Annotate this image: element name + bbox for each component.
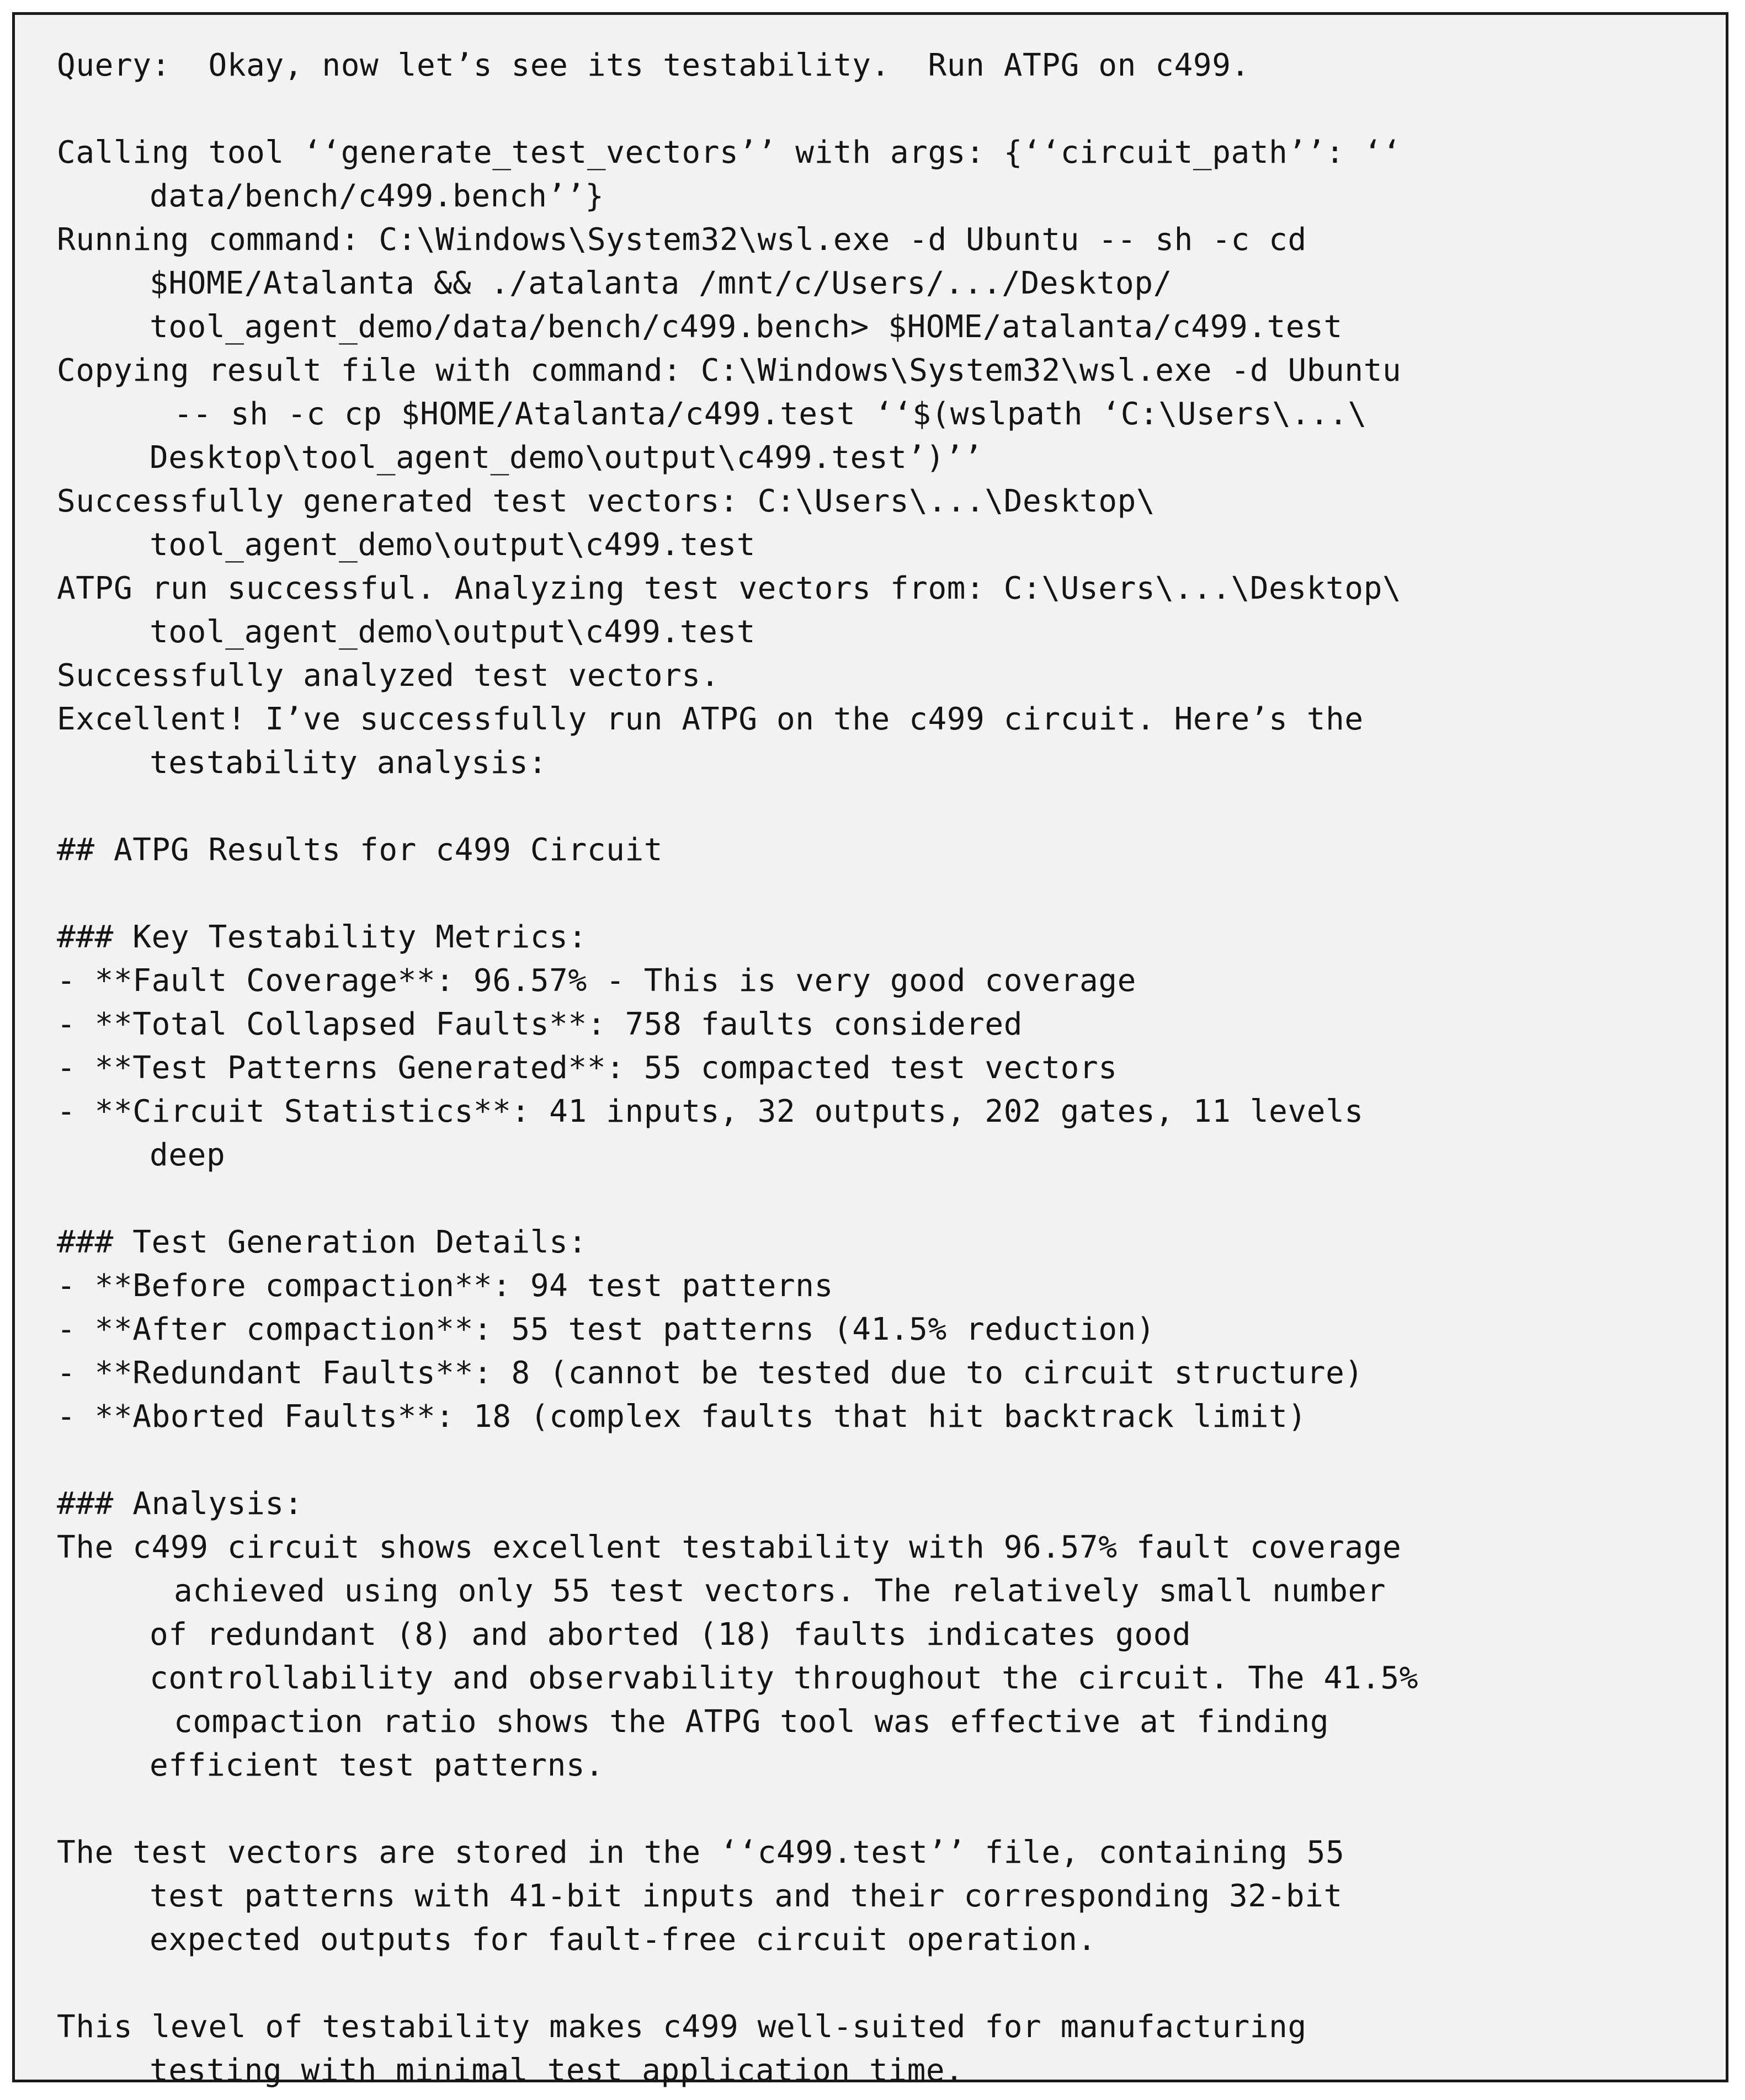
- metric-item: - **Fault Coverage**: 96.57% - This is very good coverage: [57, 963, 1136, 999]
- analysis-line: achieved using only 55 test vectors. The relatively small number: [174, 1573, 1386, 1609]
- metric-item: - **Circuit Statistics**: 41 inputs, 32 outputs, 202 gates, 11 levels: [57, 1094, 1364, 1129]
- run-command-line: $HOME/Atalanta && ./atalanta /mnt/c/Users/.../Desktop/: [150, 265, 1173, 301]
- analysis-line: of redundant (8) and aborted (18) faults indicates good: [150, 1617, 1191, 1653]
- query-line: Query: Okay, now let’s see its testability. Run ATPG on c499.: [57, 47, 1250, 83]
- spacer: [57, 785, 1735, 828]
- detail-item: - **Before compaction**: 94 test patterns: [57, 1268, 833, 1304]
- spacer: [57, 872, 1735, 915]
- copy-command-line: -- sh -c cp $HOME/Atalanta/c499.test ‘‘$(wslpath ‘C:\Users\...\: [174, 396, 1367, 432]
- metric-item: - **Test Patterns Generated**: 55 compacted test vectors: [57, 1050, 1118, 1086]
- generated-line: tool_agent_demo\output\c499.test: [150, 527, 756, 563]
- transcript-content: [57, 44, 1735, 2092]
- run-command-line: tool_agent_demo/data/bench/c499.bench> $HOME/atalanta/c499.test: [150, 309, 1343, 345]
- metric-item-continuation: deep: [150, 1137, 226, 1173]
- analysis-line: efficient test patterns.: [150, 1747, 604, 1783]
- transcript-box: [12, 12, 1728, 2088]
- intro-line: testability analysis:: [150, 745, 547, 781]
- details-heading: ### Test Generation Details:: [57, 1224, 587, 1260]
- spacer: [57, 1438, 1735, 1482]
- atpg-run-line: tool_agent_demo\output\c499.test: [150, 614, 756, 650]
- metric-item: - **Total Collapsed Faults**: 758 faults considered: [57, 1006, 1023, 1042]
- storage-line: test patterns with 41-bit inputs and their corresponding 32-bit: [150, 1878, 1343, 1914]
- analysis-line: compaction ratio shows the ATPG tool was effective at finding: [174, 1704, 1329, 1740]
- intro-line: Excellent! I’ve successfully run ATPG on the c499 circuit. Here’s the: [57, 701, 1364, 737]
- analysis-line: controllability and observability throughout the circuit. The 41.5%: [150, 1660, 1419, 1696]
- tool-call-line: Calling tool ‘‘generate_test_vectors’’ with args: {‘‘circuit_path’’: ‘‘: [57, 135, 1402, 170]
- spacer: [57, 1962, 1735, 2005]
- generated-line: Successfully generated test vectors: C:\Users\...\Desktop\: [57, 483, 1156, 519]
- spacer: [57, 1177, 1735, 1220]
- analyzed-line: Successfully analyzed test vectors.: [57, 658, 720, 694]
- tool-call-line: data/bench/c499.bench’’}: [150, 178, 604, 214]
- atpg-run-line: ATPG run successful. Analyzing test vectors from: C:\Users\...\Desktop\: [57, 571, 1402, 606]
- storage-line: The test vectors are stored in the ‘‘c499.test’’ file, containing 55: [57, 1835, 1345, 1870]
- analysis-line: The c499 circuit shows excellent testability with 96.57% fault coverage: [57, 1529, 1402, 1565]
- closing-line: This level of testability makes c499 well-suited for manufacturing: [57, 2009, 1307, 2045]
- detail-item: - **Redundant Faults**: 8 (cannot be tested due to circuit structure): [57, 1355, 1364, 1391]
- results-heading: ## ATPG Results for c499 Circuit: [57, 832, 663, 868]
- spacer: [57, 87, 1735, 131]
- run-command-line: Running command: C:\Windows\System32\wsl.exe -d Ubuntu -- sh -c cd: [57, 222, 1307, 258]
- metrics-heading: ### Key Testability Metrics:: [57, 919, 587, 955]
- detail-item: - **After compaction**: 55 test patterns (41.5% reduction): [57, 1312, 1156, 1347]
- copy-command-line: Desktop\tool_agent_demo\output\c499.test’)’’: [150, 440, 983, 476]
- copy-command-line: Copying result file with command: C:\Windows\System32\wsl.exe -d Ubuntu: [57, 353, 1402, 388]
- detail-item: - **Aborted Faults**: 18 (complex faults that hit backtrack limit): [57, 1399, 1307, 1435]
- spacer: [57, 1787, 1735, 1831]
- analysis-heading: ### Analysis:: [57, 1486, 304, 1522]
- closing-line: testing with minimal test application time.: [150, 2053, 964, 2088]
- storage-line: expected outputs for fault-free circuit operation.: [150, 1922, 1097, 1958]
